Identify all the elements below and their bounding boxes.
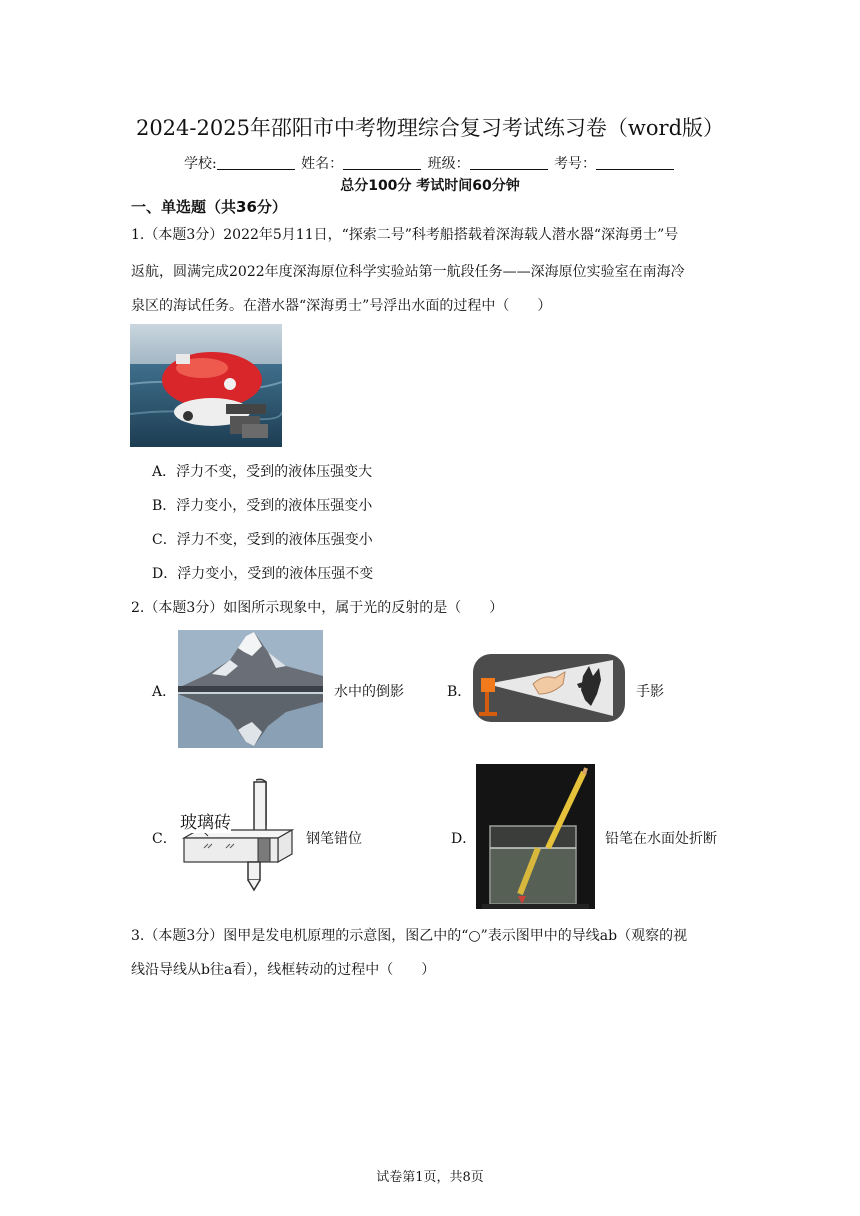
glass-brick-label: 玻璃砖 — [180, 808, 231, 833]
school-label: 学校: — [183, 156, 217, 172]
q2-stem: 2.（本题3分）如图所示现象中，属于光的反射的是（ ） — [131, 600, 504, 616]
name-label: 姓名： — [301, 156, 344, 172]
q2-option-b-caption: 手影 — [636, 684, 664, 700]
q1-line-1: 1.（本题3分）2022年5月11日，“探索二号”科考船搭载着深海载人潜水器“深海勇士”号 — [131, 227, 679, 243]
q1-option-c[interactable]: C．浮力不变，受到的液体压强变小 — [152, 532, 373, 548]
q1-option-d[interactable]: D．浮力变小，受到的液体压强不变 — [152, 566, 374, 582]
q2-option-a-letter[interactable]: A． — [152, 684, 177, 700]
q1-option-b[interactable]: B．浮力变小，受到的液体压强变小 — [152, 498, 373, 514]
student-info-line — [0, 153, 860, 173]
hand-shadow-illustration — [473, 654, 625, 722]
q1-option-a[interactable]: A．浮力不变，受到的液体压强变大 — [152, 464, 373, 480]
name-blank[interactable] — [343, 155, 421, 170]
exam-no-label: 考号： — [554, 156, 597, 172]
glass-brick-pen-diagram — [178, 778, 298, 893]
q2-option-c-letter[interactable]: C． — [152, 831, 177, 847]
class-label: 班级： — [427, 156, 470, 172]
q2-option-c-caption: 钢笔错位 — [306, 831, 362, 847]
q3-line-2: 线沿导线从b往a看），线框转动的过程中（ ） — [131, 962, 436, 978]
q1-line-3: 泉区的海试任务。在潜水器“深海勇士”号浮出水面的过程中（ ） — [131, 298, 552, 314]
pencil-in-water-photo — [476, 764, 595, 909]
score-time-line: 总分100分 考试时间60分钟 — [340, 178, 520, 194]
page-footer: 试卷第1页，共8页 — [376, 1170, 484, 1185]
class-blank[interactable] — [470, 155, 548, 170]
q3-line-1: 3.（本题3分）图甲是发电机原理的示意图，图乙中的“○”表示图甲中的导线ab（观察的视 — [131, 928, 688, 944]
q1-line-2: 返航，圆满完成2022年度深海原位科学实验站第一航段任务——深海原位实验室在南海冷 — [131, 264, 685, 280]
mountain-reflection-photo — [178, 630, 323, 748]
section-title: 一、单选题（共36分） — [131, 198, 287, 216]
q2-option-d-caption: 铅笔在水面处折断 — [605, 831, 717, 847]
document-title: 2024-2025年邵阳市中考物理综合复习考试练习卷（word版） — [135, 116, 725, 140]
q2-option-b-letter[interactable]: B． — [447, 684, 472, 700]
q2-option-d-letter[interactable]: D． — [451, 831, 477, 847]
school-blank[interactable] — [217, 155, 295, 170]
exam-no-blank[interactable] — [596, 155, 674, 170]
q2-option-a-caption: 水中的倒影 — [334, 684, 404, 700]
submersible-photo — [130, 324, 282, 447]
